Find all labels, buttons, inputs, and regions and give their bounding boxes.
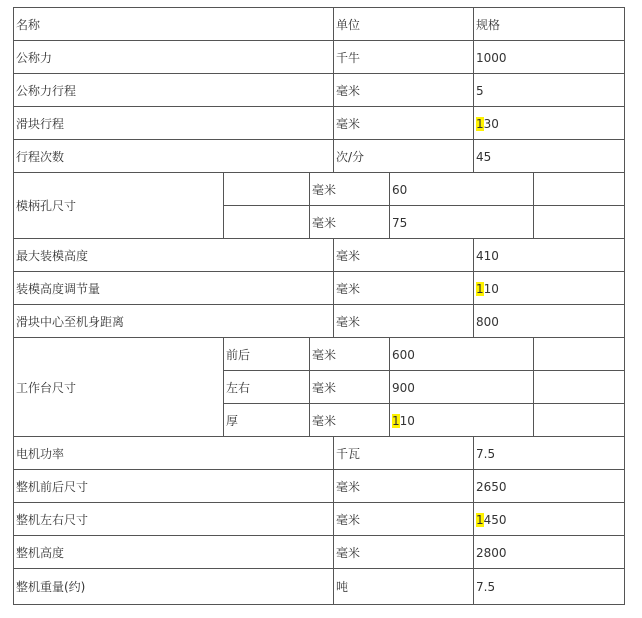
motor-power-value: 7.5 (476, 446, 496, 461)
empty-cell (533, 205, 625, 240)
worktable-label: 工作台尺寸 (16, 380, 77, 395)
row-value (389, 172, 535, 207)
overall-weight-label: 整机重量(约) (16, 579, 86, 594)
row-unit (309, 403, 391, 438)
die-shank-hole-value-2: 75 (392, 215, 408, 230)
row-label (13, 73, 335, 108)
worktable-front-back-label: 前后 (226, 347, 251, 362)
highlight-mark: 1 (392, 413, 400, 428)
overall-height-label: 整机高度 (16, 545, 65, 560)
row-value (473, 238, 625, 273)
row-label (13, 502, 335, 537)
row-label (13, 238, 335, 273)
worktable-left-right-unit: 毫米 (312, 380, 337, 395)
row-unit (333, 271, 475, 306)
row-unit (333, 502, 475, 537)
die-height-adjust-label: 装模高度调节量 (16, 281, 101, 296)
highlight-mark: 1 (476, 116, 484, 131)
max-die-height-label: 最大装模高度 (16, 248, 89, 263)
overall-weight-value: 7.5 (476, 579, 496, 594)
sub-label (223, 370, 311, 405)
row-label (13, 40, 335, 75)
row-value (473, 106, 625, 141)
row-value (473, 469, 625, 504)
row-label (13, 535, 335, 570)
overall-height-unit: 毫米 (336, 545, 361, 560)
slide-stroke-label: 滑块行程 (16, 116, 65, 131)
slide-center-dist-unit: 毫米 (336, 314, 361, 329)
header-spec (473, 7, 625, 42)
row-label (13, 139, 335, 174)
worktable-thickness-value: 10 (399, 413, 415, 428)
row-unit (309, 205, 391, 240)
row-value (389, 370, 535, 405)
worktable-thickness-unit: 毫米 (312, 413, 337, 428)
row-unit (333, 469, 475, 504)
nominal-stroke-unit: 毫米 (336, 83, 361, 98)
row-unit (333, 106, 475, 141)
row-unit (333, 535, 475, 570)
die-height-adjust-value: 10 (483, 281, 499, 296)
worktable-left-right-value: 900 (392, 380, 415, 395)
empty-cell (223, 172, 311, 207)
header-unit-text: 单位 (336, 17, 361, 32)
row-value (473, 535, 625, 570)
highlight-mark: 1 (476, 512, 484, 527)
row-unit (333, 238, 475, 273)
empty-cell (533, 403, 625, 438)
row-label (13, 172, 225, 240)
highlight-mark: 1 (476, 281, 484, 296)
row-value (473, 304, 625, 339)
stroke-count-value: 45 (476, 149, 492, 164)
header-name (13, 7, 335, 42)
die-shank-hole-unit-2: 毫米 (312, 215, 337, 230)
overall-lr-label: 整机左右尺寸 (16, 512, 89, 527)
motor-power-unit: 千瓦 (336, 446, 361, 461)
slide-stroke-value: 30 (483, 116, 499, 131)
die-shank-hole-unit-1: 毫米 (312, 182, 337, 197)
stroke-count-unit: 次/分 (336, 149, 365, 164)
row-label (13, 271, 335, 306)
spec-table (13, 7, 625, 607)
row-value (389, 205, 535, 240)
row-value (389, 337, 535, 372)
row-value (473, 271, 625, 306)
row-label (13, 469, 335, 504)
header-unit (333, 7, 475, 42)
row-value (473, 73, 625, 108)
die-shank-hole-label: 模柄孔尺寸 (16, 199, 77, 213)
row-unit (333, 568, 475, 605)
row-unit (309, 172, 391, 207)
empty-cell (533, 337, 625, 372)
row-value (389, 403, 535, 438)
row-label (13, 436, 335, 471)
row-value (473, 568, 625, 605)
worktable-left-right-label: 左右 (226, 380, 251, 395)
die-height-adjust-unit: 毫米 (336, 281, 361, 296)
nominal-force-value: 1000 (476, 50, 507, 65)
row-value (473, 502, 625, 537)
row-label (13, 337, 225, 438)
worktable-thickness-label: 厚 (226, 413, 239, 428)
empty-cell (533, 370, 625, 405)
overall-lr-value: 450 (483, 512, 507, 527)
worktable-front-back-unit: 毫米 (312, 347, 337, 362)
row-label (13, 568, 335, 605)
motor-power-label: 电机功率 (16, 446, 65, 461)
row-unit (333, 40, 475, 75)
worktable-front-back-value: 600 (392, 347, 415, 362)
row-unit (333, 73, 475, 108)
row-unit (333, 139, 475, 174)
sub-label (223, 403, 311, 438)
slide-center-dist-value: 800 (476, 314, 499, 329)
overall-fb-label: 整机前后尺寸 (16, 479, 89, 494)
slide-stroke-unit: 毫米 (336, 116, 361, 131)
header-spec-text: 规格 (476, 17, 501, 32)
overall-height-value: 2800 (476, 545, 507, 560)
nominal-stroke-label: 公称力行程 (16, 83, 77, 98)
sub-label (223, 337, 311, 372)
overall-weight-unit: 吨 (336, 579, 349, 594)
row-unit (309, 370, 391, 405)
die-shank-hole-value-1: 60 (392, 182, 408, 197)
max-die-height-value: 410 (476, 248, 499, 263)
header-name-text: 名称 (16, 17, 41, 32)
nominal-stroke-value: 5 (476, 83, 484, 98)
overall-fb-value: 2650 (476, 479, 507, 494)
overall-lr-unit: 毫米 (336, 512, 361, 527)
slide-center-dist-label: 滑块中心至机身距离 (16, 314, 125, 329)
row-unit (333, 304, 475, 339)
row-unit (333, 436, 475, 471)
stroke-count-label: 行程次数 (16, 149, 65, 164)
row-value (473, 436, 625, 471)
empty-cell (533, 172, 625, 207)
overall-fb-unit: 毫米 (336, 479, 361, 494)
row-label (13, 106, 335, 141)
row-unit (309, 337, 391, 372)
empty-cell (223, 205, 311, 240)
nominal-force-label: 公称力 (16, 50, 53, 65)
row-value (473, 139, 625, 174)
row-value (473, 40, 625, 75)
row-label (13, 304, 335, 339)
nominal-force-unit: 千牛 (336, 50, 361, 65)
max-die-height-unit: 毫米 (336, 248, 361, 263)
